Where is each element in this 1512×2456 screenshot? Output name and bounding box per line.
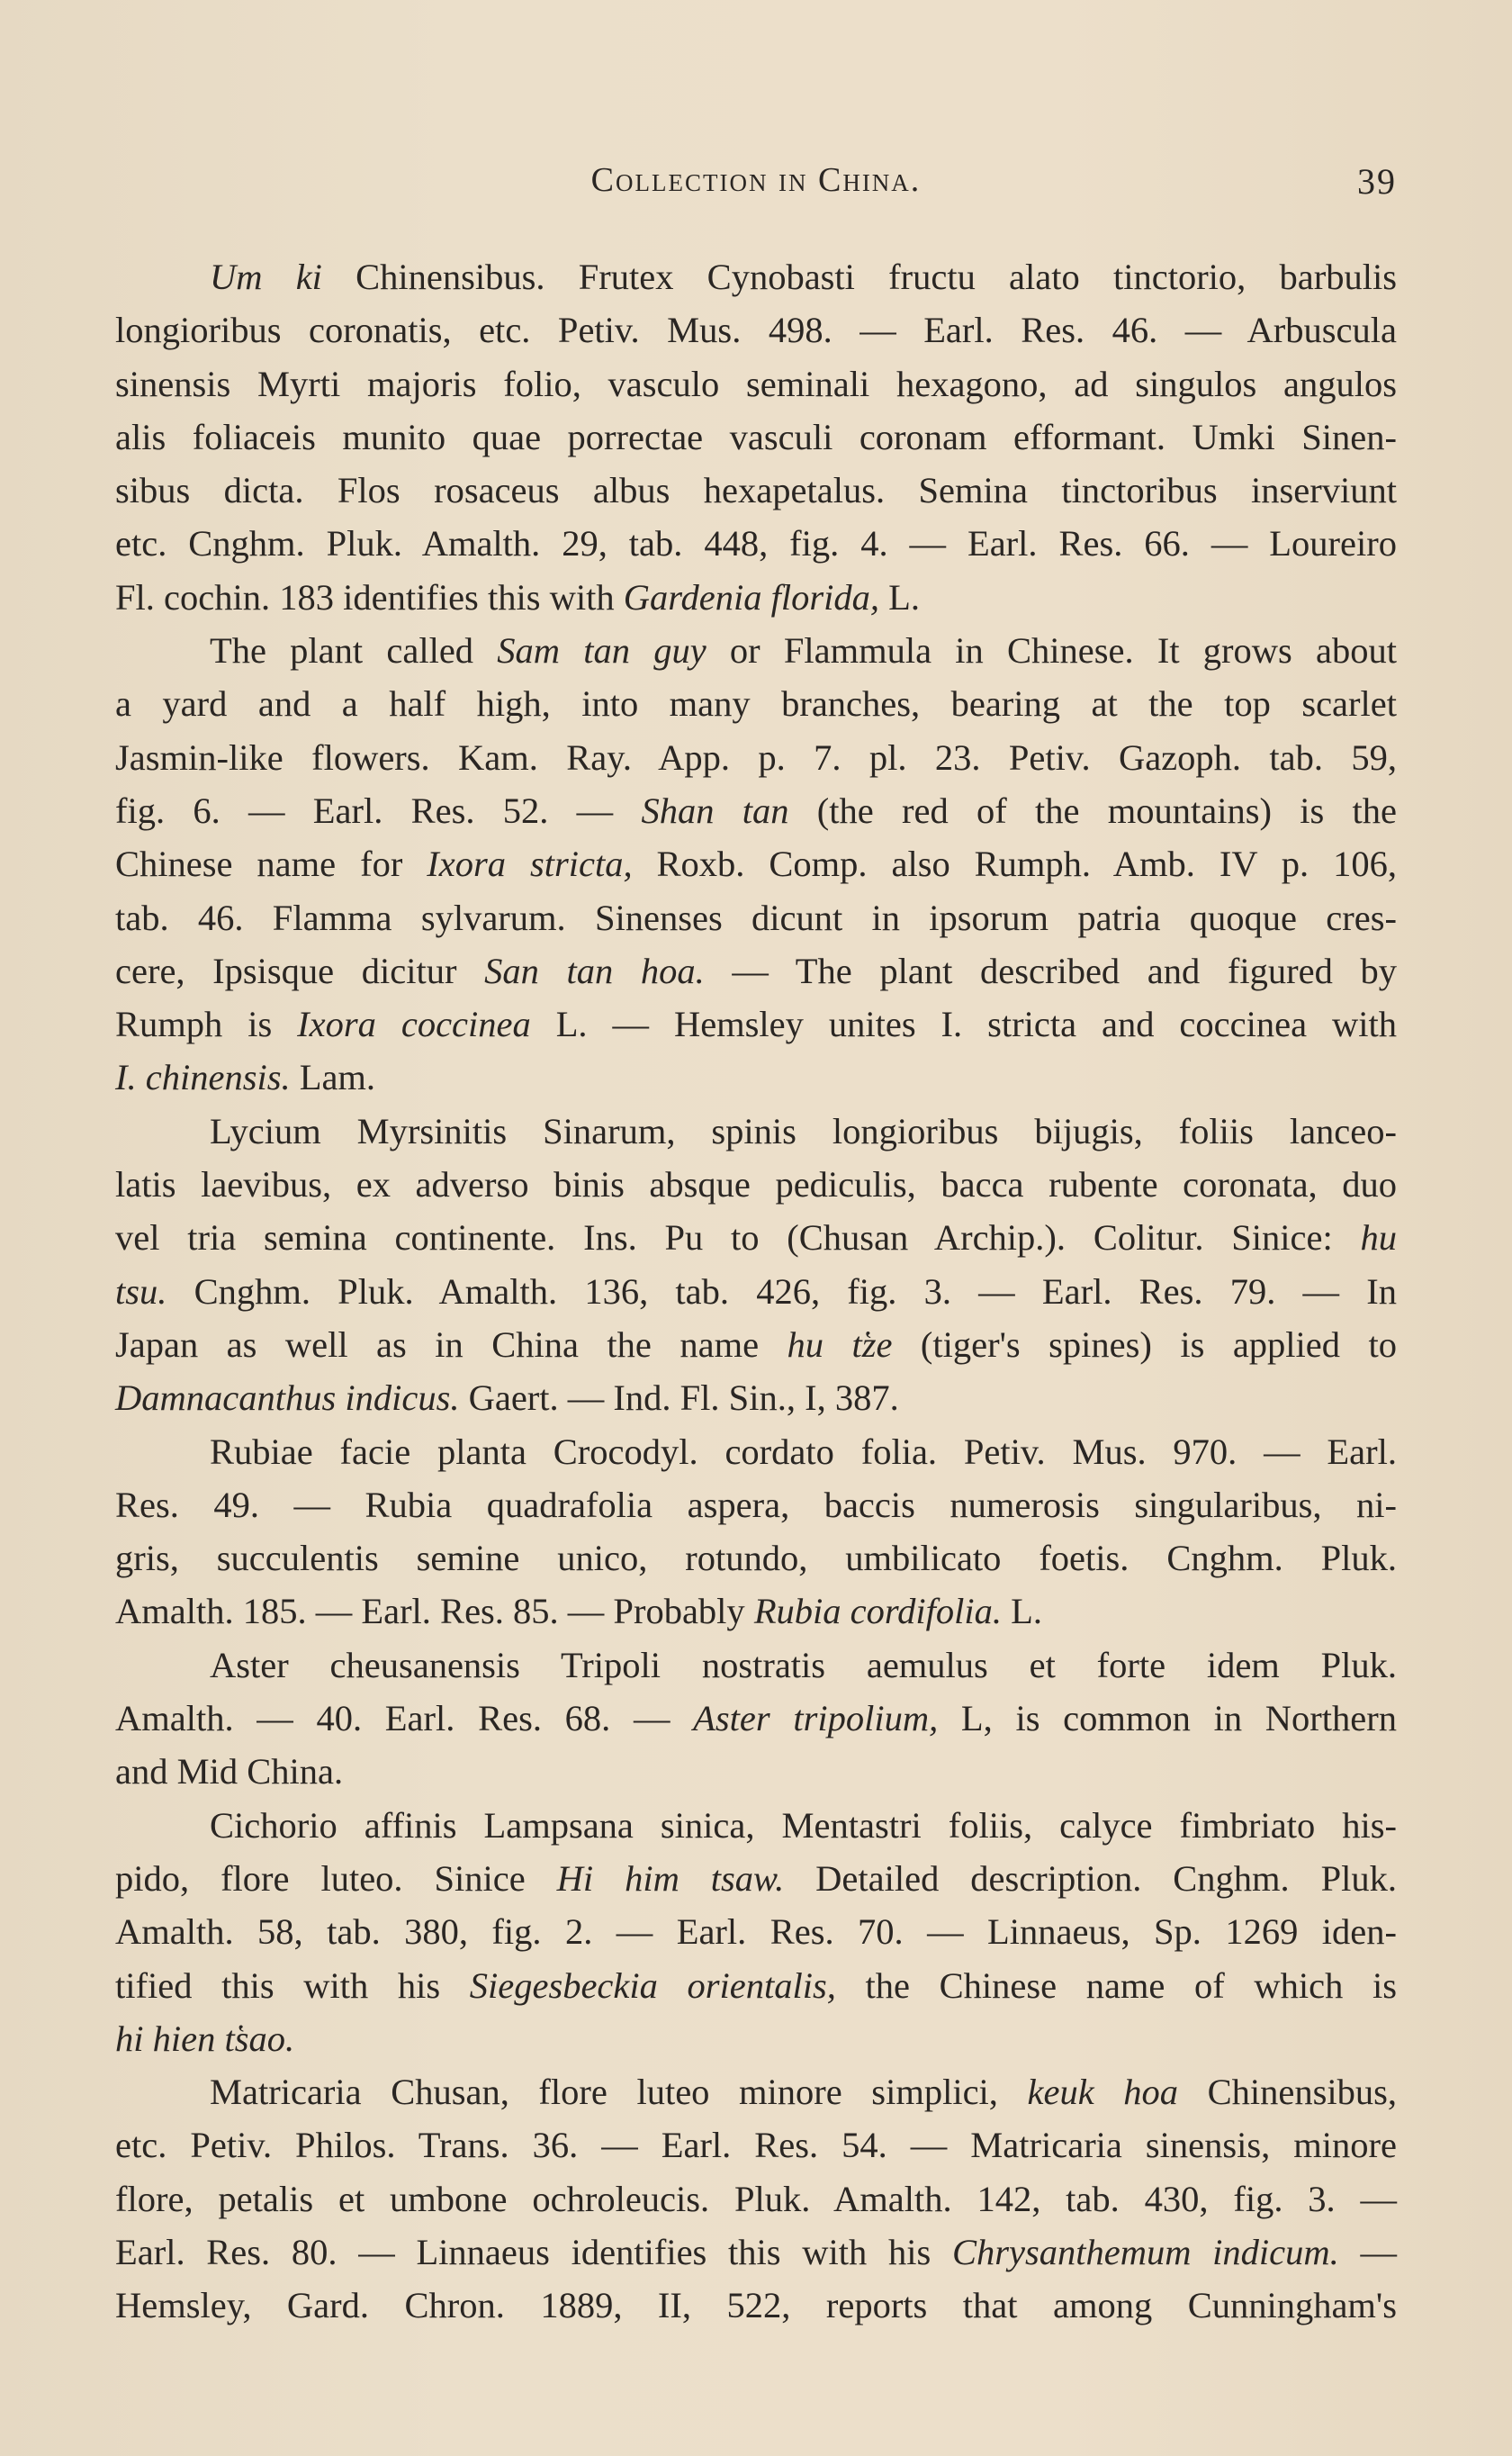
text-line [115, 1799, 1397, 1852]
text-line [115, 1692, 1397, 1745]
text-span: Amalth. 58, tab. 380, fig. 2. — Earl. Res. 70. — Linnaeus, Sp. 1269 iden- [115, 1911, 1397, 1953]
italic-text: Shan tan [641, 790, 789, 831]
italic-text: San tan hoa. [484, 950, 705, 991]
text-line [115, 2226, 1397, 2279]
text-span: L. [878, 576, 920, 618]
text-span: L. [1002, 1591, 1043, 1632]
text-line [115, 1531, 1397, 1585]
text-line [115, 2012, 1397, 2065]
italic-text: Chrysanthemum indicum. [951, 2231, 1339, 2272]
text-line [115, 1158, 1397, 1211]
italic-text: Gardenia florida, [623, 576, 879, 618]
page-number: 39 [1357, 161, 1397, 202]
text-line [115, 1371, 1397, 1424]
text-span: Fl. cochin. 183 identifies this with [115, 576, 624, 618]
text-line [115, 1425, 1397, 1478]
text-span: tab. 46. Flamma sylvarum. Sinenses dicunt in ipsorum patria quoque cres- [115, 897, 1397, 938]
text-line [115, 1211, 1397, 1264]
text-span: and Mid China. [115, 1751, 344, 1792]
text-line [115, 1905, 1397, 1958]
text-line [115, 464, 1397, 517]
italic-text: hu [1360, 1217, 1397, 1259]
text-span: — The plant described and figured by [704, 950, 1397, 991]
text-span: Jasmin-like flowers. Kam. Ray. App. p. 7. pl. 23. Petiv. Gazoph. tab. 59, [115, 736, 1397, 778]
text-span: etc. Cnghm. Pluk. Amalth. 29, tab. 448, fig. 4. — Earl. Res. 66. — Loureiro [115, 523, 1397, 564]
italic-text: Rubia cordifolia. [753, 1591, 1003, 1632]
text-span: vel tria semina continente. Ins. Pu to (Chusan Archip.). Colitur. Sinice: [115, 1217, 1361, 1259]
text-line [115, 1639, 1397, 1692]
text-span: Amalth. 185. — Earl. Res. 85. — Probably [115, 1591, 754, 1632]
text-span: Cichorio affinis Lampsana sinica, Mentastri foliis, calyce fimbriato his- [210, 1804, 1397, 1846]
text-span: flore, petalis et umbone ochroleucis. Pluk. Amalth. 142, tab. 430, fig. 3. — [115, 2178, 1397, 2219]
text-line [115, 1852, 1397, 1905]
text-span: pido, flore luteo. Sinice [115, 1857, 557, 1899]
italic-text: Ixora stricta, [427, 844, 633, 885]
page-header [115, 160, 1397, 214]
text-span: etc. Petiv. Philos. Trans. 36. — Earl. Res. 54. — Matricaria sinensis, minore [115, 2125, 1397, 2166]
text-span: (the red of the mountains) is the [788, 790, 1397, 831]
text-span: Rumph is [115, 1004, 298, 1045]
text-line [115, 677, 1397, 730]
text-line [115, 2172, 1397, 2226]
italic-text: Um ki [210, 257, 322, 297]
text-span: Gaert. — Ind. Fl. Sin., I, 387. [459, 1377, 899, 1419]
text-line [115, 517, 1397, 570]
text-line [115, 837, 1397, 890]
text-line [115, 731, 1397, 784]
italic-text: Ixora coccinea [297, 1004, 531, 1045]
text-line [115, 357, 1397, 411]
text-span: Earl. Res. 80. — Linnaeus identifies this with his [115, 2231, 952, 2272]
text-span: Chinese name for [115, 844, 428, 885]
text-span: the Chinese name of which is [835, 1964, 1398, 2006]
text-span: Res. 49. — Rubia quadrafolia aspera, baccis numerosis singularibus, ni- [115, 1484, 1397, 1525]
text-span: Matricaria Chusan, flore luteo minore simplici, [210, 2072, 1028, 2113]
text-line [115, 1265, 1397, 1318]
italic-text: Siegesbeckia orientalis, [469, 1964, 836, 2006]
text-line [115, 944, 1397, 998]
italic-text: Hi him tsaw. [556, 1857, 785, 1899]
text-span: (tiger's spines) is applied to [892, 1323, 1397, 1365]
text-span: tified this with his [115, 1964, 470, 2006]
text-span: Amalth. — 40. Earl. Res. 68. — [115, 1698, 694, 1739]
text-span: Lycium Myrsinitis Sinarum, spinis longioribus bijugis, foliis lanceo- [210, 1110, 1397, 1151]
text-line [115, 1318, 1397, 1371]
text-span: fig. 6. — Earl. Res. 52. — [115, 790, 642, 831]
text-line [115, 624, 1397, 677]
italic-text: tsu. [115, 1270, 167, 1312]
text-line [115, 2279, 1397, 2332]
text-line [115, 2118, 1397, 2172]
text-span: sibus dicta. Flos rosaceus albus hexapetalus. Semina tinctoribus inserviunt [115, 470, 1397, 511]
text-line [115, 411, 1397, 464]
text-line [115, 1959, 1397, 2012]
italic-text: hi hien ts̔ao. [115, 2018, 295, 2059]
text-span: Chinensibus, [1178, 2072, 1397, 2113]
text-span: Cnghm. Pluk. Amalth. 136, tab. 426, fig. 3. — Earl. Res. 79. — In [166, 1270, 1397, 1312]
running-head: Collection in China. [590, 161, 922, 199]
text-line [115, 1585, 1397, 1638]
text-span: Chinensibus. Frutex Cynobasti fructu alato tinctorio, barbulis [321, 257, 1397, 297]
italic-text: hu tz̔e [787, 1323, 893, 1365]
text-span: Detailed description. Cnghm. Pluk. [784, 1857, 1398, 1899]
text-span: alis foliaceis munito quae porrectae vasculi coronam efformant. Umki Sinen- [115, 416, 1397, 457]
text-span: latis laevibus, ex adverso binis absque pediculis, bacca rubente coronata, duo [115, 1164, 1397, 1205]
text-line [115, 1105, 1397, 1158]
italic-text: keuk hoa [1027, 2072, 1179, 2113]
body-text [115, 250, 1397, 2333]
italic-text: Sam tan guy [497, 630, 706, 672]
text-span: L, is common in Northern [938, 1698, 1397, 1739]
text-line [115, 250, 1397, 303]
text-span: Rubiae facie planta Crocodyl. cordato folia. Petiv. Mus. 970. — Earl. [210, 1431, 1397, 1472]
text-line [115, 1745, 1397, 1798]
text-line [115, 2065, 1397, 2118]
text-line [115, 784, 1397, 837]
text-line [115, 891, 1397, 944]
text-span: sinensis Myrti majoris folio, vasculo seminali hexagono, ad singulos angulos [115, 363, 1397, 404]
text-line [115, 571, 1397, 624]
text-span: Roxb. Comp. also Rumph. Amb. IV p. 106, [632, 844, 1397, 885]
text-span: L. — Hemsley unites I. stricta and coccinea with [530, 1004, 1397, 1045]
italic-text: Damnacanthus indicus. [115, 1377, 460, 1419]
text-span: The plant called [210, 630, 498, 672]
italic-text: Aster tripolium, [693, 1698, 939, 1739]
text-span: — [1338, 2231, 1397, 2272]
text-span: longioribus coronatis, etc. Petiv. Mus. 498. — Earl. Res. 46. — Arbuscula [115, 310, 1397, 351]
text-span: Japan as well as in China the name [115, 1323, 788, 1365]
text-line [115, 1051, 1397, 1104]
italic-text: I. chinensis. [115, 1057, 291, 1098]
text-span: or Flammula in Chinese. It grows about [706, 630, 1397, 672]
text-span: gris, succulentis semine unico, rotundo, umbilicato foetis. Cnghm. Pluk. [115, 1538, 1397, 1579]
text-span: Aster cheusanensis Tripoli nostratis aemulus et forte idem Pluk. [210, 1644, 1397, 1685]
text-span: Hemsley, Gard. Chron. 1889, II, 522, reports that among Cunningham's [115, 2285, 1397, 2326]
text-line [115, 998, 1397, 1051]
text-span: Lam. [290, 1057, 376, 1098]
text-line [115, 303, 1397, 357]
text-span: a yard and a half high, into many branches, bearing at the top scarlet [115, 683, 1397, 725]
text-line [115, 1478, 1397, 1531]
text-span: cere, Ipsisque dicitur [115, 950, 485, 991]
